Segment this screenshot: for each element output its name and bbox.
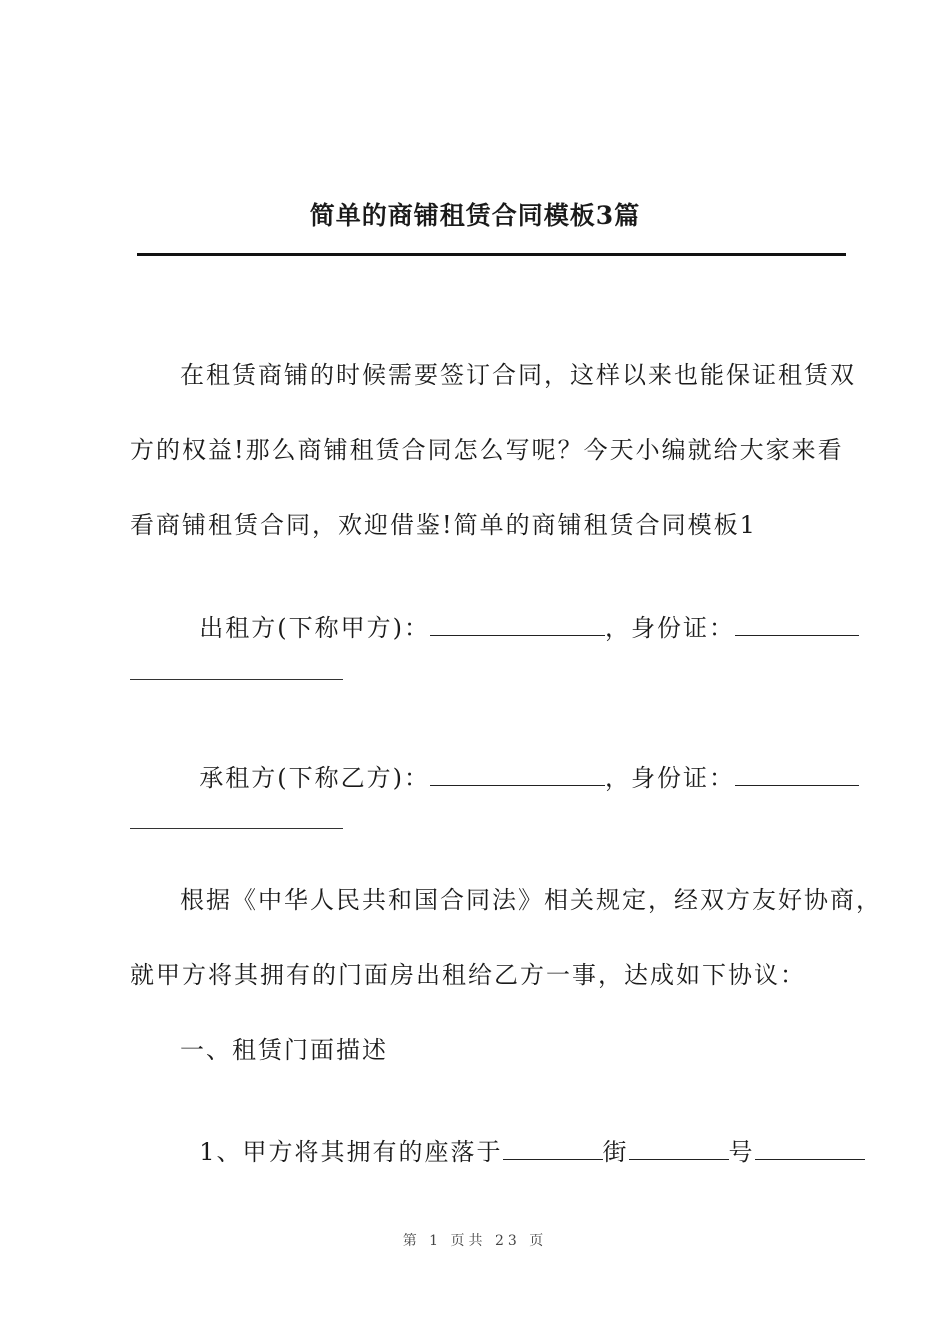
lessor-id-blank[interactable] [735, 613, 859, 636]
paragraph-line: 看商铺租赁合同，欢迎借鉴!简单的商铺租赁合同模板1 [130, 511, 757, 539]
address-blank[interactable] [755, 1137, 865, 1160]
lessor-name-blank[interactable] [430, 613, 605, 636]
paragraph-line: 就甲方将其拥有的门面房出租给乙方一事，达成如下协议： [130, 961, 806, 989]
section-heading: 一、租赁门面描述 [180, 1036, 388, 1064]
paragraph-line: 在租赁商铺的时候需要签订合同，这样以来也能保证租赁双 [180, 361, 856, 389]
number-label: 号 [728, 1138, 755, 1166]
page-footer: 第 1 页共 23 页 [402, 1233, 548, 1249]
lessee-id-blank[interactable] [735, 763, 859, 786]
lessor-id-label: ，身份证： [605, 614, 735, 642]
lessor-label: 出租方(下称甲方)： [199, 614, 430, 642]
item1-text: 1、甲方将其拥有的座落于 [199, 1138, 503, 1166]
lessor-line [180, 580, 859, 643]
street-blank[interactable] [503, 1137, 603, 1160]
lessee-line [180, 730, 859, 793]
number-blank[interactable] [629, 1137, 729, 1160]
lessee-name-blank[interactable] [430, 763, 605, 786]
document-title: 简单的商铺租赁合同模板3篇 [309, 201, 641, 230]
lessee-id-blank-continued[interactable] [130, 828, 343, 829]
paragraph-line: 方的权益!那么商铺租赁合同怎么写呢？今天小编就给大家来看 [130, 436, 844, 464]
lessee-id-label: ，身份证： [605, 764, 735, 792]
title-divider [137, 253, 846, 256]
paragraph-line: 根据《中华人民共和国合同法》相关规定，经双方友好协商， [180, 886, 882, 914]
street-label: 街 [602, 1138, 629, 1166]
lessee-label: 承租方(下称乙方)： [199, 764, 430, 792]
item-line [180, 1104, 865, 1167]
lessor-id-blank-continued[interactable] [130, 679, 343, 680]
